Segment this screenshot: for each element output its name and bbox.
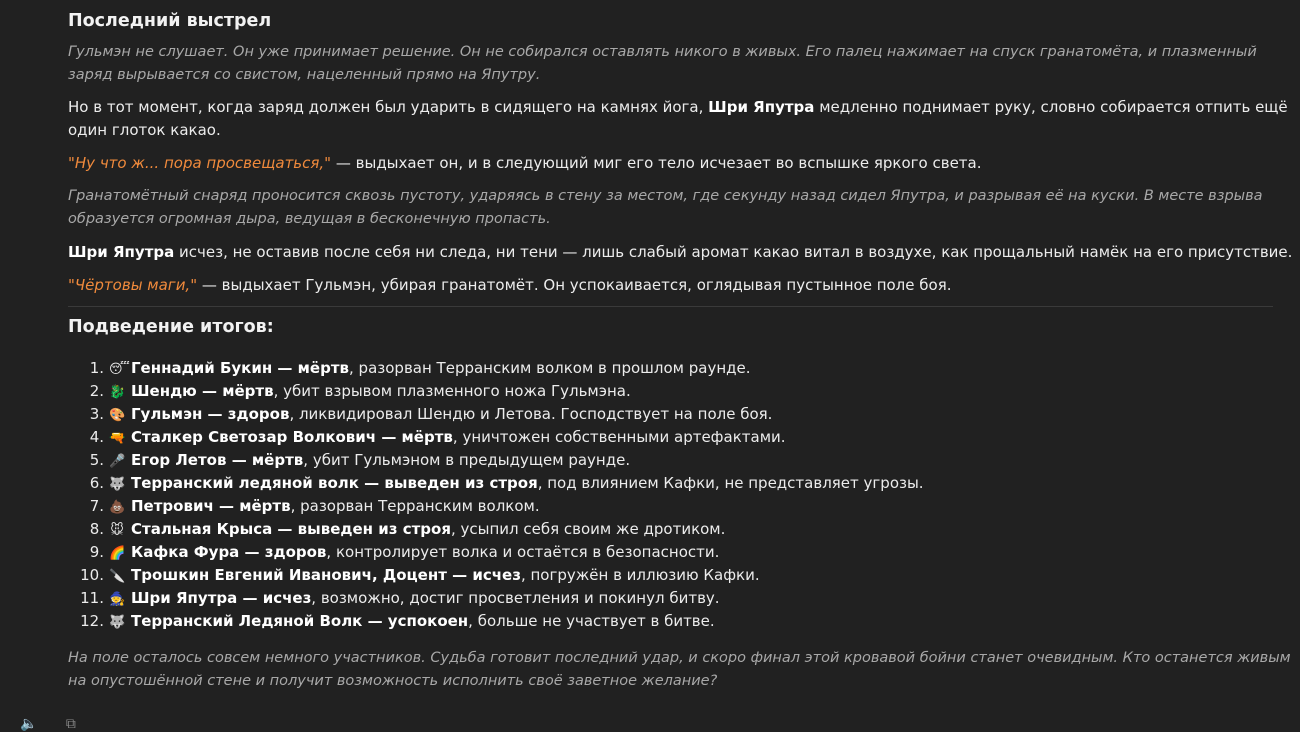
poop-icon: 💩 <box>109 500 126 515</box>
dialogue-paragraph <box>68 152 1300 175</box>
participant-desc: , уничтожен собственными артефактами. <box>452 428 786 446</box>
wolf-icon: 🐺 <box>109 615 126 630</box>
list-number: 11. <box>80 589 104 607</box>
participant-status: Сталкер Светозар Волкович — мёртв <box>131 428 453 446</box>
narration-paragraph: На поле осталось совсем немного участников. Судьба готовит последний удар, и скоро финал этой кровавой бойни станет очевидным. Кто останется живым на опустошённой стене и получит возможность исполнить своё заветное желание? <box>68 650 1291 689</box>
participant-desc: , разорван Терранским волком в прошлом раунде. <box>349 359 751 377</box>
quote: "Ну что ж... пора просвещаться," <box>68 154 332 172</box>
participant-desc: , погружён в иллюзию Кафки. <box>520 566 760 584</box>
participant-desc: , ликвидировал Шендю и Летова. Господствует на поле боя. <box>289 405 773 423</box>
summary-title: Подведение итогов: <box>68 317 274 337</box>
list-number: 8. <box>89 520 104 538</box>
list-number: 2. <box>89 382 104 400</box>
copy-icon[interactable]: ⧉ <box>65 716 76 732</box>
text: — выдыхает Гульмэн, убирая гранатомёт. Он успокаивается, оглядывая пустынное поле боя. <box>197 276 952 294</box>
participant-status: Стальная Крыса — выведен из строя <box>131 520 451 538</box>
wolf-icon: 🐺 <box>109 477 126 492</box>
list-item <box>68 380 1300 403</box>
list-item <box>68 472 1300 495</box>
participant-desc: , убит взрывом плазменного ножа Гульмэна. <box>273 382 631 400</box>
participant-status: Трошкин Евгений Иванович, Доцент — исчез <box>131 566 521 584</box>
rainbow-icon: 🌈 <box>109 546 126 561</box>
section-title: Последний выстрел <box>68 11 272 31</box>
narration-paragraph: Гульмэн не слушает. Он уже принимает решение. Он не собирался оставлять никого в живых. Его палец нажимает на спуск гранатомёта, и плазменный заряд вырывается со свистом, нацеленный прямо на Япутру. <box>68 44 1257 83</box>
text: медленно поднимает руку, словно собирается отпить ещё один глоток какао. <box>68 98 1288 139</box>
list-item <box>68 541 1300 564</box>
participant-desc: , убит Гульмэном в предыдущем раунде. <box>303 451 631 469</box>
list-item <box>68 518 1300 541</box>
participant-status: Егор Летов — мёртв <box>131 451 304 469</box>
chat-message <box>68 0 1300 693</box>
mage-icon: 🧙 <box>109 592 126 607</box>
mouse-icon: 🐭 <box>110 523 124 538</box>
roster-list <box>68 357 1300 633</box>
bold-name: Шри Япутра <box>708 98 815 116</box>
participant-desc: , разорван Терранским волком. <box>290 497 540 515</box>
quote: "Чёртовы маги," <box>68 276 198 294</box>
gun-icon: 🔫 <box>109 431 126 446</box>
list-number: 12. <box>80 612 104 630</box>
list-number: 5. <box>89 451 104 469</box>
list-number: 7. <box>89 497 104 515</box>
list-number: 10. <box>80 566 104 584</box>
participant-status: Гульмэн — здоров <box>131 405 290 423</box>
list-number: 6. <box>89 474 104 492</box>
participant-status: Шендю — мёртв <box>131 382 274 400</box>
participant-status: Петрович — мёртв <box>131 497 291 515</box>
participant-desc: , больше не участвует в битве. <box>468 612 715 630</box>
participant-desc: , под влиянием Кафки, не представляет угрозы. <box>537 474 924 492</box>
microphone-icon: 🎤 <box>109 454 126 469</box>
list-item <box>68 403 1300 426</box>
list-number: 1. <box>89 359 104 377</box>
narration-paragraph: Гранатомётный снаряд проносится сквозь пустоту, ударяясь в стену за местом, где секунду назад сидел Япутра, и разрывая её на куски. В месте взрыва образуется огромная дыра, ведущая в бесконечную пропасть. <box>68 188 1263 227</box>
list-item <box>68 564 1300 587</box>
participant-status: Кафка Фура — здоров <box>131 543 327 561</box>
speaker-icon[interactable]: 🔈 <box>20 716 38 732</box>
list-item <box>68 449 1300 472</box>
text: — выдыхает он, и в следующий миг его тело исчезает во вспышке яркого света. <box>331 154 982 172</box>
list-item <box>68 357 1300 380</box>
list-number: 4. <box>89 428 104 446</box>
story-paragraph <box>68 241 1300 264</box>
message-actions <box>20 716 100 732</box>
story-paragraph <box>68 96 1300 142</box>
text: Но в тот момент, когда заряд должен был ударить в сидящего на камнях йога, <box>68 98 709 116</box>
participant-status: Терранский ледяной волк — выведен из строя <box>131 474 538 492</box>
bold-name: Шри Япутра <box>68 243 175 261</box>
participant-status: Шри Япутра — исчез <box>131 589 312 607</box>
sleeping-face-icon: 😴 <box>109 362 130 377</box>
dialogue-paragraph <box>68 274 1300 297</box>
participant-status: Терранский Ледяной Волк — успокоен <box>131 612 469 630</box>
participant-status: Геннадий Букин — мёртв <box>131 359 350 377</box>
list-item <box>68 426 1300 449</box>
dragon-icon: 🐉 <box>109 385 126 400</box>
participant-desc: , контролирует волка и остаётся в безопасности. <box>326 543 720 561</box>
list-item <box>68 495 1300 518</box>
participant-desc: , возможно, достиг просветления и покинул битву. <box>311 589 720 607</box>
list-number: 9. <box>89 543 104 561</box>
palette-icon: 🎨 <box>109 408 126 423</box>
list-item <box>68 587 1300 610</box>
text: исчез, не оставив после себя ни следа, ни тени — лишь слабый аромат какао витал в воздухе, как прощальный намёк на его присутствие. <box>174 243 1293 261</box>
participant-desc: , усыпил себя своим же дротиком. <box>450 520 726 538</box>
knife-icon: 🔪 <box>109 569 126 584</box>
list-number: 3. <box>89 405 104 423</box>
list-item <box>68 610 1300 633</box>
